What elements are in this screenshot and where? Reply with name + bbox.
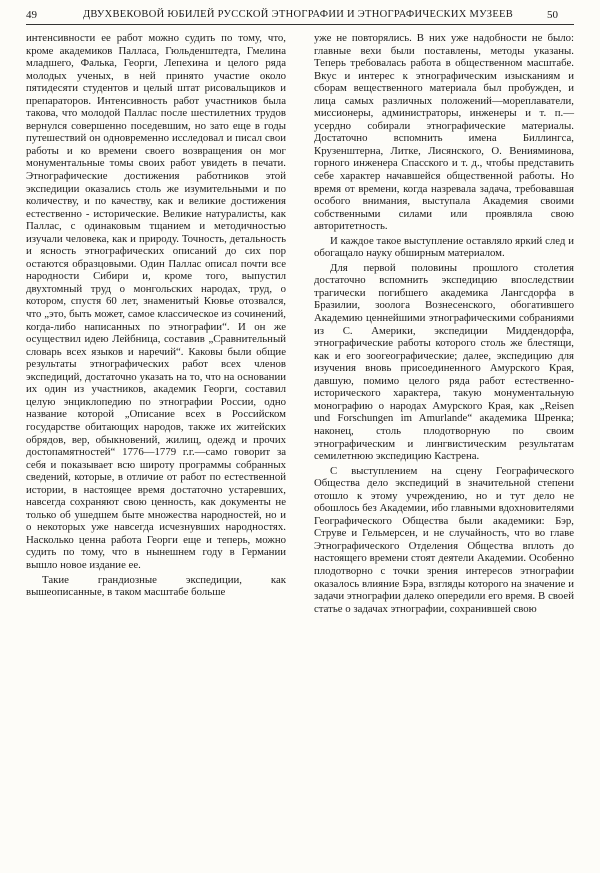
- right-paragraph-4: С выступлением на сцену Географического Общества дело экспедиций в значительной степени отошло к этому учреждению, но и тут дело не обошлось без Академии, ибо главными вдохновителями Географического Общества были академики: Бэр, Струве и Гельмерсен, и не случайность, что во главе Этнографического Отделения Общества вплоть до настоящего времени стоят деятели Академии. Особенно плодотворно с точки зрения интересов этнографии оказалось влияние Бэра, взгляды которого на значение и задачи этнографии далеко опередили его время. В своей статье о задачах этнографии, сохранившей свою: [314, 464, 574, 615]
- right-column: [314, 32, 574, 615]
- page-number-right: 50: [547, 9, 558, 21]
- left-column: [26, 32, 286, 599]
- running-title: ДВУХВЕКОВОЙ ЮБИЛЕЙ РУССКОЙ ЭТНОГРАФИИ И ЭТНОГРАФИЧЕСКИХ МУЗЕЕВ: [82, 9, 514, 20]
- right-paragraph-1: уже не повторялись. В них уже надобности не было: главные вехи были поставлены, методы указаны. Теперь требовалась работа в общественном масштабе. Вкус и интерес к этнографическим изысканиям и сборам вещественного материала был пробужден, и лица самых различных положений—мореплаватели, миссионеры, администраторы, инженеры и т. п.—усердно собирали этнографические материалы. Достаточно вспомнить имена Биллингса, Крузенштерна, Литке, Лисянского, О. Венияминова, горного инженера Спасского и т. д., чтобы представить себе характер начавшейся общественной работы. Но время от времени, когда назревала задача, требовавшая особого внимания, выступала Академия своими собственными силами или проявляла свою авторитетность.: [314, 32, 574, 233]
- right-paragraph-2: И каждое такое выступление оставляло яркий след и обогащало науку обширным материалом.: [314, 234, 574, 260]
- left-paragraph-2: Такие грандиозные экспедиции, как вышеописанные, в таком масштабе больше: [26, 573, 286, 599]
- page-header: [0, 0, 600, 24]
- header-rule: [26, 24, 574, 25]
- right-paragraph-3: Для первой половины прошлого столетия достаточно вспомнить экспедицию впоследствии трагически погибшего академика Лангсдорфа в Бразилии, зоолога Вознесенского, обогатившего Академию ценнейшими этнографическими собраниями из С. Америки, экспедиции Миддендорфа, этнографические работы которого столь же блестящи, как и его зоогеографические; далее, экспедицию для изучения вновь присоединенного Амурского Края, давшую, помимо целого ряда работ естественно-исторического характера, такую монументальную монографию о народах Амурского Края, как „Reisen und Forschungen im Amurlande“ академика Шренка; наконец, столь плодотворную по своим этнографическим и лингвистическим результатам семилетнюю экспедицию Кастрена.: [314, 261, 574, 463]
- left-paragraph-1: интенсивности ее работ можно судить по тому, что, кроме академиков Палласа, Гюльденштедта, Гмелина младшего, Фалька, Георги, Лепехина и целого ряда молодых ученых, в ней принято участие около пятидесяти студентов и целый штат рисовальщиков и препараторов. Интенсивность работ участников была такова, что молодой Паллас после шестилетних трудов вернулся совершенно поседевшим, но зато еще в годы путешествий он одновременно исследовал и писал свои работы и ко времени своего возвращения он мог монументальные томы своих работ увидеть в печати. Этнографические достижения работников этой экспедиции оказались столь же изумительными и по количеству, и по качеству, как и великие достижения естественно - исторические. Великие натуралисты, как Паллас, с одинаковым тщанием и методичностью изучали человека, как и природу. Точность, детальность и ясность этнографических описаний до сих пор остаются образцовыми. Один Паллас описал почти все народности Сибири и, кроме того, выпустил двухтомный труд о монгольских народах, труд, о котором, спустя 60 лет, знаменитый Кювье отозвался, что „это, быть может, самое классическое из сочинений, когда-либо написанных по этнографии“. И он же осуществил идею Лейбница, составив „Сравнительный словарь всех языков и наречий“. Каковы были общие результаты этнографических работ всех членов экспедиций, достаточно указать на то, что на основании их один из участников, академик Георги, составил целую энциклопедию по этнографии России, одно название которой „Описание всех в Российском государстве обитающих народов, также их житейских обрядов, вер, обыкновений, жилищ, одежд и прочих достопамятностей“ 1776—1779 г.г.—само говорит за себя и показывает всю широту программы собранных сведений, которые, в отличие от работ по естественной истории, в настоящее время достаточно устаревших, навсегда сохраняют свою ценность, как документы не только об ушедшем быте множества народностей, но и о некоторых уже навсегда исчезнувших народностях. Насколько ценна работа Георги еще и теперь, можно судить по тому, что в нынешнем году в Германии вышло новое издание ее.: [26, 32, 286, 571]
- page-number-left: 49: [26, 9, 37, 21]
